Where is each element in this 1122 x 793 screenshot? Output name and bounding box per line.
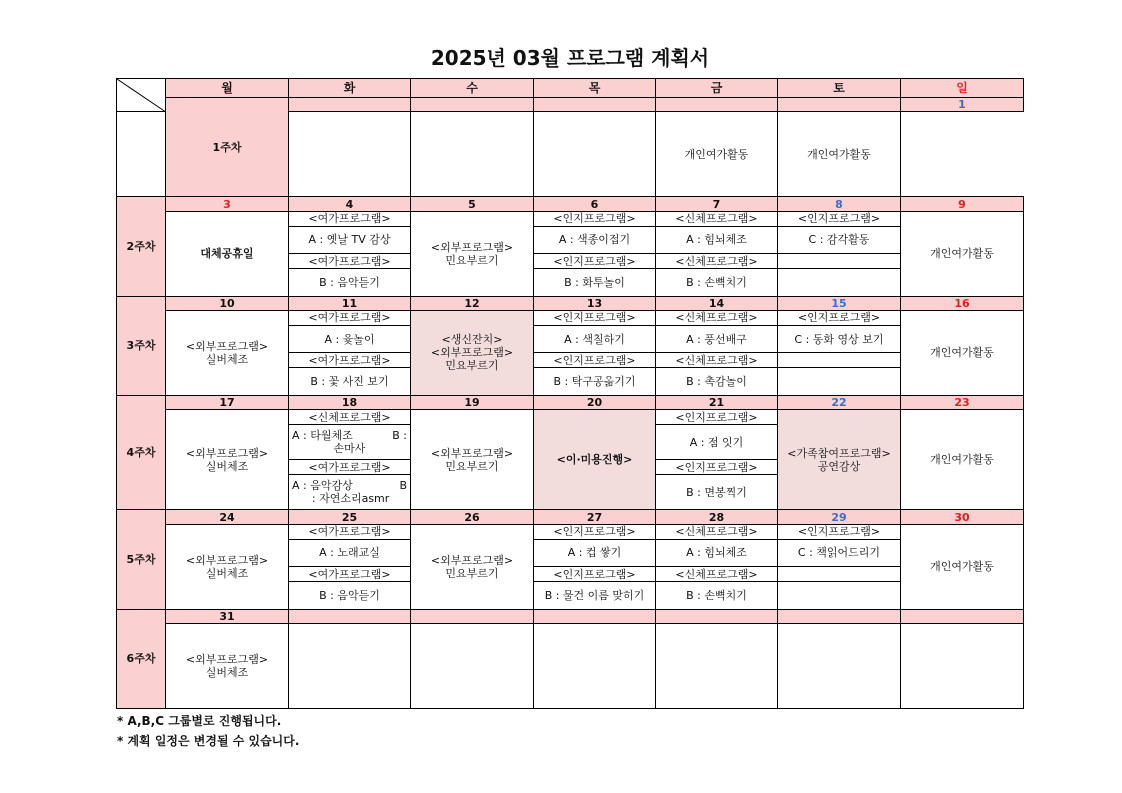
program-category: <인지프로그램>	[534, 254, 655, 269]
program-category: <외부프로그램>	[185, 553, 269, 567]
program-cell	[534, 112, 656, 197]
program-cell	[534, 310, 656, 395]
program-cell	[534, 211, 656, 296]
week-label: 2주차	[117, 197, 166, 296]
program-category: <신체프로그램>	[656, 254, 777, 269]
week5-date-row	[117, 510, 1024, 524]
date-cell: 20	[534, 395, 656, 409]
day-header-wed: 수	[411, 79, 534, 98]
date-cell	[656, 98, 778, 112]
day-header-sun: 일	[901, 79, 1024, 98]
corner-cell	[117, 79, 166, 112]
program-activity: B : 탁구공옮기기	[553, 375, 636, 389]
program-cell	[778, 524, 901, 609]
program-cell	[656, 623, 778, 708]
activity-b-prefix: B :	[392, 429, 407, 443]
program-activity: 공연감상	[817, 459, 861, 473]
program-text: 개인여가활동	[930, 247, 994, 261]
empty-slot	[778, 368, 900, 395]
program-activity: B : 화투놀이	[564, 275, 625, 289]
program-category: <여가프로그램>	[289, 525, 410, 540]
program-category: <외부프로그램>	[430, 553, 514, 567]
program-category: <인지프로그램>	[534, 353, 655, 368]
program-category: <인지프로그램>	[778, 311, 900, 326]
program-cell	[778, 112, 901, 197]
program-activity: B : 면봉찍기	[686, 485, 747, 499]
program-category: <외부프로그램>	[430, 346, 514, 360]
day-header-fri: 금	[656, 79, 778, 98]
program-cell	[117, 112, 166, 197]
program-category: <여가프로그램>	[289, 567, 410, 582]
date-cell: 11	[289, 296, 411, 310]
date-cell	[411, 98, 534, 112]
page-title: 2025년 03월 프로그램 계획서	[430, 46, 710, 70]
program-category: <신체프로그램>	[656, 525, 777, 540]
program-category: <여가프로그램>	[289, 212, 410, 227]
program-cell	[289, 310, 411, 395]
date-cell: 21	[656, 395, 778, 409]
date-cell: 24	[166, 510, 289, 524]
date-cell: 7	[656, 197, 778, 211]
date-cell: 15	[778, 296, 901, 310]
date-cell	[534, 609, 656, 623]
date-cell: 22	[778, 395, 901, 409]
date-cell: 8	[778, 197, 901, 211]
day-header-sat: 토	[778, 79, 901, 98]
date-cell: 17	[166, 395, 289, 409]
program-activity: C : 책읽어드리기	[778, 540, 900, 568]
program-activity	[289, 425, 410, 460]
program-category: <여가프로그램>	[289, 353, 410, 368]
program-cell	[289, 524, 411, 609]
program-cell	[778, 410, 901, 510]
week-label: 1주차	[166, 98, 289, 197]
program-text: 개인여가활동	[807, 147, 871, 161]
program-category: <인지프로그램>	[778, 212, 900, 227]
date-cell: 16	[901, 296, 1024, 310]
day-header-tue: 화	[289, 79, 411, 98]
program-activity: 민요부르기	[445, 566, 499, 580]
empty-slot	[778, 567, 900, 582]
date-cell: 13	[534, 296, 656, 310]
program-cell	[166, 623, 289, 708]
program-activity: A : 노래교실	[289, 540, 410, 568]
program-activity: 민요부르기	[445, 359, 499, 373]
program-category: <신체프로그램>	[289, 410, 410, 425]
date-cell: 3	[166, 197, 289, 211]
date-cell	[289, 609, 411, 623]
program-activity: 민요부르기	[445, 253, 499, 267]
date-cell: 12	[411, 296, 534, 310]
date-cell: 23	[901, 395, 1024, 409]
program-activity: 실버체조	[205, 665, 249, 679]
program-activity: B : 음악듣기	[319, 275, 380, 289]
program-cell	[534, 410, 656, 510]
program-activity: B : 손뼉치기	[686, 275, 747, 289]
program-cell	[411, 112, 534, 197]
date-cell	[656, 609, 778, 623]
week6-date-row	[117, 609, 1024, 623]
program-cell	[166, 524, 289, 609]
program-activity: B : 물건 이름 맞히기	[544, 588, 645, 602]
date-cell: 9	[901, 197, 1024, 211]
program-cell	[778, 623, 901, 708]
program-cell	[778, 211, 901, 296]
date-cell: 30	[901, 510, 1024, 524]
date-cell: 14	[656, 296, 778, 310]
program-activity: A : 점 잇기	[656, 425, 777, 460]
program-activity: A : 힘뇌체조	[656, 227, 777, 255]
program-cell	[656, 112, 778, 197]
empty-slot	[778, 582, 900, 609]
program-text: 개인여가활동	[930, 346, 994, 360]
program-category: <인지프로그램>	[534, 567, 655, 582]
week2-content-row	[117, 211, 1024, 296]
program-cell	[901, 310, 1024, 395]
date-cell: 29	[778, 510, 901, 524]
program-category: <외부프로그램>	[430, 240, 514, 254]
program-activity: A : 윷놀이	[289, 326, 410, 354]
program-category: <인지프로그램>	[534, 311, 655, 326]
program-category: <여가프로그램>	[289, 311, 410, 326]
date-cell	[289, 98, 411, 112]
program-category: <외부프로그램>	[185, 446, 269, 460]
footnote-schedule-change: * 계획 일정은 변경될 수 있습니다.	[117, 734, 300, 748]
program-cell	[901, 524, 1024, 609]
program-activity: B : 음악듣기	[319, 588, 380, 602]
date-cell: 5	[411, 197, 534, 211]
program-cell	[411, 211, 534, 296]
program-category: <여가프로그램>	[289, 254, 410, 269]
program-activity: 실버체조	[205, 566, 249, 580]
week3-content-row	[117, 310, 1024, 395]
program-category: <인지프로그램>	[656, 460, 777, 475]
program-cell	[411, 623, 534, 708]
program-category: <인지프로그램>	[534, 212, 655, 227]
program-cell	[656, 211, 778, 296]
activity-b-prefix: B	[399, 479, 407, 493]
program-cell	[166, 211, 289, 296]
program-activity: A : 옛날 TV 감상	[289, 227, 410, 255]
program-cell	[289, 112, 411, 197]
week4-content-row	[117, 410, 1024, 510]
date-cell: 19	[411, 395, 534, 409]
week-label: 4주차	[117, 395, 166, 509]
program-category: <외부프로그램>	[430, 446, 514, 460]
day-header-thu: 목	[534, 79, 656, 98]
date-cell	[778, 98, 901, 112]
program-cell	[534, 524, 656, 609]
program-category: <인지프로그램>	[778, 525, 900, 540]
date-cell: 27	[534, 510, 656, 524]
program-cell	[166, 410, 289, 510]
date-cell: 31	[166, 609, 289, 623]
date-cell: 4	[289, 197, 411, 211]
program-cell	[411, 310, 534, 395]
program-category: <외부프로그램>	[185, 339, 269, 353]
program-activity: 민요부르기	[445, 459, 499, 473]
program-cell	[289, 211, 411, 296]
program-cell	[289, 410, 411, 510]
program-activity: A : 풍선배구	[656, 326, 777, 354]
week-label: 5주차	[117, 510, 166, 609]
program-calendar-table	[116, 78, 1024, 709]
program-activity: B : 촉감놀이	[686, 375, 747, 389]
activity-b: 손마사	[333, 442, 366, 456]
program-category: <외부프로그램>	[185, 652, 269, 666]
program-activity: A : 힘뇌체조	[656, 540, 777, 568]
program-category: <가족참여프로그램>	[787, 446, 891, 460]
program-cell	[901, 623, 1024, 708]
program-category: <신체프로그램>	[656, 353, 777, 368]
program-category: <여가프로그램>	[289, 460, 410, 475]
date-cell: 28	[656, 510, 778, 524]
date-cell	[411, 609, 534, 623]
program-text: 개인여가활동	[930, 453, 994, 467]
program-category: <신체프로그램>	[656, 311, 777, 326]
week4-date-row	[117, 395, 1024, 409]
empty-slot	[778, 353, 900, 368]
date-cell: 26	[411, 510, 534, 524]
program-activity: B : 손뼉치기	[686, 588, 747, 602]
date-cell	[534, 98, 656, 112]
program-activity: C : 감각활동	[778, 227, 900, 255]
program-activity: C : 동화 영상 보기	[778, 326, 900, 354]
program-cell	[289, 623, 411, 708]
program-category: <신체프로그램>	[656, 212, 777, 227]
activity-a: A : 타월체조	[292, 429, 353, 443]
date-cell: 6	[534, 197, 656, 211]
program-category: <인지프로그램>	[656, 410, 777, 425]
program-text: 개인여가활동	[684, 147, 749, 161]
program-activity: A : 색칠하기	[534, 326, 655, 354]
event-title: <생신잔치>	[441, 333, 503, 347]
program-activity	[289, 475, 410, 509]
activity-b: : 자연소리asmr	[309, 492, 390, 506]
date-cell: 18	[289, 395, 411, 409]
program-category: <인지프로그램>	[534, 525, 655, 540]
program-activity: B : 꽃 사진 보기	[310, 375, 389, 389]
diagonal-line-icon	[117, 79, 165, 111]
day-header-row	[117, 79, 1024, 98]
program-cell	[656, 410, 778, 510]
program-cell	[901, 410, 1024, 510]
date-cell	[901, 609, 1024, 623]
date-cell: 25	[289, 510, 411, 524]
program-activity: A : 색종이접기	[534, 227, 655, 255]
program-cell	[166, 310, 289, 395]
program-text: 개인여가활동	[930, 560, 994, 574]
week-label: 6주차	[117, 609, 166, 708]
week1-date-row	[117, 98, 1024, 112]
program-activity: A : 컵 쌓기	[534, 540, 655, 568]
day-header-mon: 월	[166, 79, 289, 98]
week-label: 3주차	[117, 296, 166, 395]
date-cell: 10	[166, 296, 289, 310]
week5-content-row	[117, 524, 1024, 609]
week3-date-row	[117, 296, 1024, 310]
footnote-groups: * A,B,C 그룹별로 진행됩니다.	[117, 714, 282, 728]
program-category: <신체프로그램>	[656, 567, 777, 582]
program-cell	[656, 524, 778, 609]
program-activity: 실버체조	[205, 352, 249, 366]
date-cell: 1	[901, 98, 1024, 112]
activity-a: A : 음악감상	[292, 479, 353, 493]
date-cell	[778, 609, 901, 623]
holiday-text: 대체공휴일	[200, 247, 254, 261]
empty-slot	[778, 269, 900, 296]
program-cell	[778, 310, 901, 395]
week2-date-row	[117, 197, 1024, 211]
program-cell	[656, 310, 778, 395]
week6-content-row	[117, 623, 1024, 708]
program-cell	[411, 524, 534, 609]
program-cell	[411, 410, 534, 510]
program-cell	[534, 623, 656, 708]
program-cell	[901, 211, 1024, 296]
event-title: <이·미용진행>	[556, 453, 633, 467]
program-activity: 실버체조	[205, 459, 249, 473]
empty-slot	[778, 254, 900, 269]
